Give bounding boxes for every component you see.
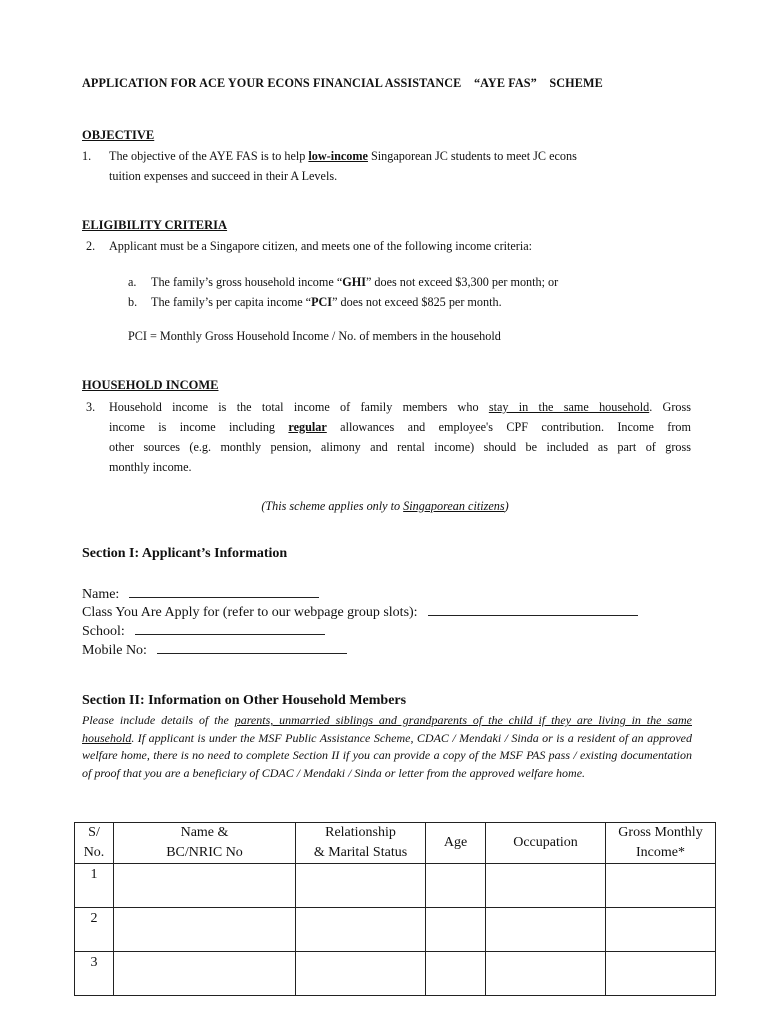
income-cell[interactable] <box>606 908 716 952</box>
relationship-cell[interactable] <box>296 952 426 996</box>
occupation-cell[interactable] <box>486 908 606 952</box>
name-label: Name: <box>82 587 120 602</box>
relationship-cell[interactable] <box>296 864 426 908</box>
criterion-a-label: a. <box>128 275 137 289</box>
mobile-label: Mobile No: <box>82 643 147 658</box>
household-text: Household income is the total income of family members who stay in the same household. Gross income is income including regular allowances and employee's CPF contribution. Income from other sources (e.g. monthly pension, alimony and rental income) should be included as part of gross monthly income. <box>109 400 691 474</box>
col-occupation: Occupation <box>486 823 606 864</box>
col-name: Name & BC/NRIC No <box>114 823 296 864</box>
page-title: APPLICATION FOR ACE YOUR ECONS FINANCIAL ASSISTANCE “AYE FAS” SCHEME <box>82 76 603 90</box>
row-number: 2 <box>75 908 114 952</box>
objective-heading: OBJECTIVE <box>82 128 155 142</box>
age-cell[interactable] <box>426 864 486 908</box>
name-cell[interactable] <box>114 908 296 952</box>
row-number: 1 <box>75 864 114 908</box>
name-input-line[interactable] <box>129 583 319 598</box>
school-field[interactable] <box>82 620 325 640</box>
household-heading: HOUSEHOLD INCOME <box>82 378 219 392</box>
occupation-cell[interactable] <box>486 952 606 996</box>
household-number: 3. <box>86 400 96 414</box>
eligibility-number: 2. <box>86 239 96 253</box>
col-relationship: Relationship & Marital Status <box>296 823 426 864</box>
income-cell[interactable] <box>606 864 716 908</box>
school-input-line[interactable] <box>135 620 325 635</box>
class-label: Class You Are Apply for (refer to our webpage group slots): <box>82 605 418 620</box>
section-1-heading: Section I: Applicant’s Information <box>82 546 288 561</box>
criterion-b-label: b. <box>128 295 138 309</box>
col-income: Gross Monthly Income* <box>606 823 716 864</box>
class-field[interactable] <box>82 601 638 621</box>
table-row <box>75 952 716 996</box>
name-cell[interactable] <box>114 952 296 996</box>
relationship-cell[interactable] <box>296 908 426 952</box>
section-2-instructions: Please include details of the parents, unmarried siblings and grandparents of the child if they are living in the same household. If applicant is under the MSF Public Assistance Scheme, CDAC / Mendaki / Sinda or is a resident of an approved welfare home, there is no need to complete Section II if you can provide a copy of the MSF PAS pass / existing documentation of proof that you are a beneficiary of CDAC / Mendaki / Sinda or letter from the approved welfare home. <box>82 713 692 780</box>
eligibility-heading: ELIGIBILITY CRITERIA <box>82 218 228 232</box>
table-header-row <box>75 823 716 864</box>
criterion-b: The family’s per capita income “PCI” does not exceed $825 per month. <box>151 295 502 309</box>
household-members-table <box>74 822 716 996</box>
school-label: School: <box>82 624 125 639</box>
citizens-note: (This scheme applies only to Singaporean citizens) <box>261 499 509 513</box>
age-cell[interactable] <box>426 952 486 996</box>
col-age: Age <box>426 823 486 864</box>
mobile-field[interactable] <box>82 639 347 659</box>
name-cell[interactable] <box>114 864 296 908</box>
age-cell[interactable] <box>426 908 486 952</box>
class-input-line[interactable] <box>428 601 638 616</box>
row-number: 3 <box>75 952 114 996</box>
section-2-heading: Section II: Information on Other Household Members <box>82 693 407 708</box>
pci-formula: PCI = Monthly Gross Household Income / No. of members in the household <box>128 329 501 343</box>
objective-number: 1. <box>82 149 92 163</box>
table-row <box>75 908 716 952</box>
objective-text: The objective of the AYE FAS is to help low-income Singaporean JC students to meet JC econs tuition expenses and succeed in their A Levels. <box>109 149 577 183</box>
eligibility-text: Applicant must be a Singapore citizen, and meets one of the following income criteria: <box>109 239 533 253</box>
criterion-a: The family’s gross household income “GHI” does not exceed $3,300 per month; or <box>151 275 559 289</box>
occupation-cell[interactable] <box>486 864 606 908</box>
col-sno: S/ No. <box>75 823 114 864</box>
table-row <box>75 864 716 908</box>
income-cell[interactable] <box>606 952 716 996</box>
mobile-input-line[interactable] <box>157 639 347 654</box>
name-field[interactable] <box>82 583 319 603</box>
